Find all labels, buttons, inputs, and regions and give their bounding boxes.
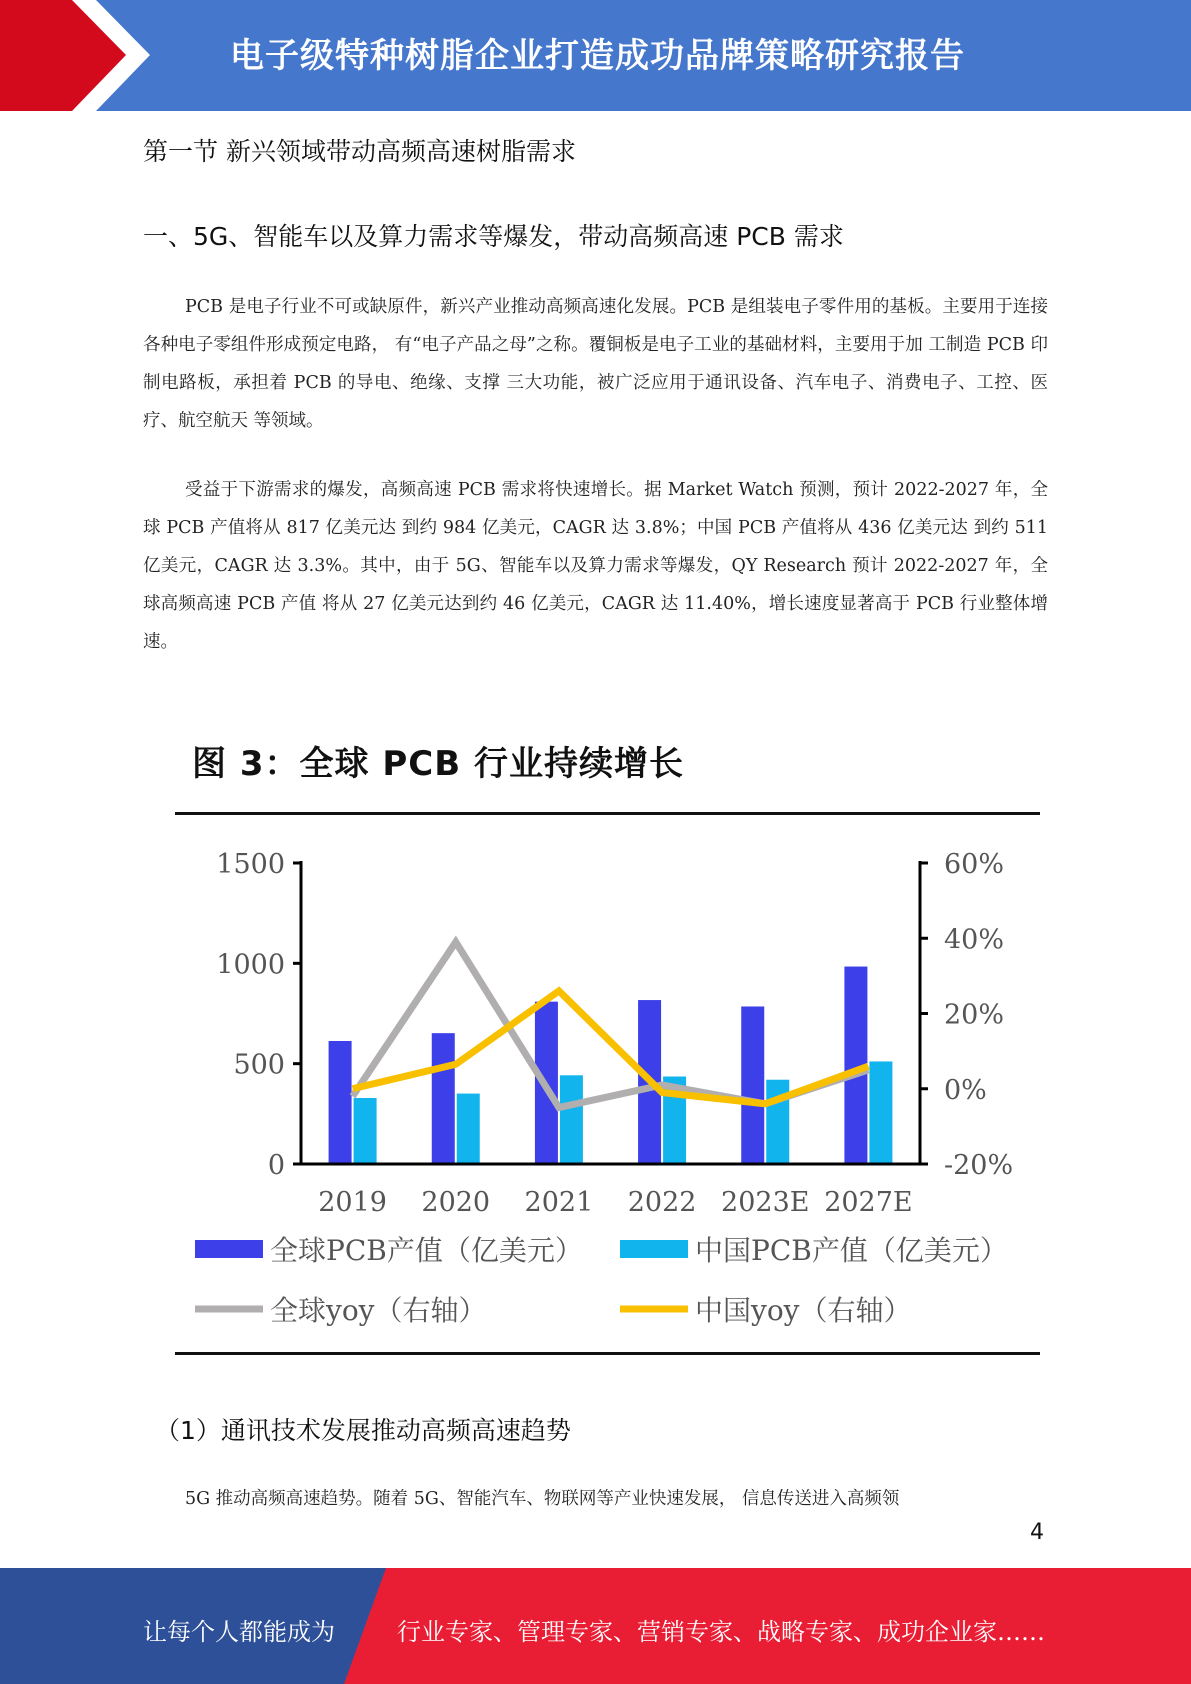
x-tick-label: 2019 — [318, 1187, 387, 1218]
left-tick-label: 1000 — [216, 949, 285, 981]
right-tick-label: 40% — [944, 924, 1005, 956]
figure-bottom-rule — [175, 1352, 1040, 1355]
section-heading: 第一节 新兴领域带动高频高速树脂需求 — [143, 137, 576, 166]
x-tick-label: 2023E — [721, 1187, 810, 1218]
footer-slogan-right: 行业专家、管理专家、营销专家、战略专家、成功企业家…… — [397, 1618, 1045, 1646]
figure-title: 图 3：全球 PCB 行业持续增长 — [192, 744, 684, 784]
x-tick-label: 2021 — [524, 1187, 594, 1218]
bar-china-2021 — [560, 1075, 583, 1164]
footer-slogan-left: 让每个人都能成为 — [143, 1618, 335, 1646]
bar-china-2023E — [766, 1080, 789, 1164]
bar-global-2020 — [432, 1033, 455, 1164]
line-china-yoy — [353, 991, 869, 1104]
bar-global-2023E — [741, 1006, 764, 1164]
paragraph-pcb-intro: PCB 是电子行业不可或缺原件，新兴产业推动高频高速化发展。PCB 是组装电子零件用的基板。主要用于连接各种电子零组件形成预定电路， 有“电子产品之母”之称。覆铜板是电子工业的基础材料，主要用于加 工制造 PCB 印制电路板，承担着 PCB 的导电、绝缘、支撑 三大功能，被广泛应用于通讯设备、汽车电子、消费电子、工控、医疗、航空航天 等领域。 — [143, 297, 1048, 431]
subsection-heading: 一、5G、智能车以及算力需求等爆发，带动高频高速 PCB 需求 — [143, 222, 844, 251]
legend-label-3: 中国yoy（右轴） — [695, 1294, 912, 1327]
x-tick-label: 2020 — [421, 1187, 491, 1218]
left-tick-label: 500 — [233, 1049, 285, 1081]
line-global-yoy — [353, 942, 869, 1108]
right-tick-label: 0% — [944, 1074, 987, 1106]
left-tick-label: 1500 — [216, 849, 285, 880]
right-tick-label: -20% — [944, 1150, 1014, 1181]
bar-china-2020 — [457, 1094, 480, 1164]
right-tick-label: 20% — [944, 999, 1005, 1031]
bar-china-2019 — [354, 1098, 377, 1164]
left-tick-label: 0 — [267, 1150, 285, 1181]
legend-label-2: 全球yoy（右轴） — [270, 1294, 487, 1327]
pcb-growth-chart — [175, 830, 1040, 1350]
subsubsection-heading: （1）通讯技术发展推动高频高速趋势 — [155, 1416, 571, 1445]
right-tick-label: 60% — [944, 849, 1005, 880]
legend-swatch-1 — [620, 1240, 688, 1258]
x-tick-label: 2027E — [824, 1187, 913, 1218]
page-header — [0, 0, 1191, 111]
page-footer — [0, 1568, 1191, 1684]
legend-label-1: 中国PCB产值（亿美元） — [695, 1234, 1008, 1267]
figure-top-rule — [175, 812, 1040, 815]
report-title: 电子级特种树脂企业打造成功品牌策略研究报告 — [230, 36, 965, 76]
page-number: 4 — [1030, 1520, 1044, 1545]
x-tick-label: 2022 — [627, 1187, 697, 1218]
paragraph-5g: 5G 推动高频高速趋势。随着 5G、智能汽车、物联网等产业快速发展， 信息传送进入高频领 — [185, 1489, 900, 1509]
legend-swatch-0 — [195, 1240, 263, 1258]
bar-global-2019 — [329, 1041, 352, 1164]
header-chevron-icon — [0, 0, 200, 111]
paragraph-pcb-growth: 受益于下游需求的爆发，高频高速 PCB 需求将快速增长。据 Market Watch 预测，预计 2022-2027 年，全球 PCB 产值将从 817 亿美元达 到约 984 亿美元，CAGR 达 3.8%；中国 PCB 产值将从 436 亿美元达 到约 511 亿美元，CAGR 达 3.3%。其中，由于 5G、智能车以及算力需求等爆发，QY Research 预计 2022-2027 年，全球高频高速 PCB 产值 将从 27 亿美元达到约 46 亿美元，CAGR 达 11.40%，增长速度显著高于 PCB 行业整体增速。 — [143, 480, 1048, 652]
bar-china-2027E — [869, 1061, 892, 1164]
legend-label-0: 全球PCB产值（亿美元） — [270, 1234, 583, 1267]
